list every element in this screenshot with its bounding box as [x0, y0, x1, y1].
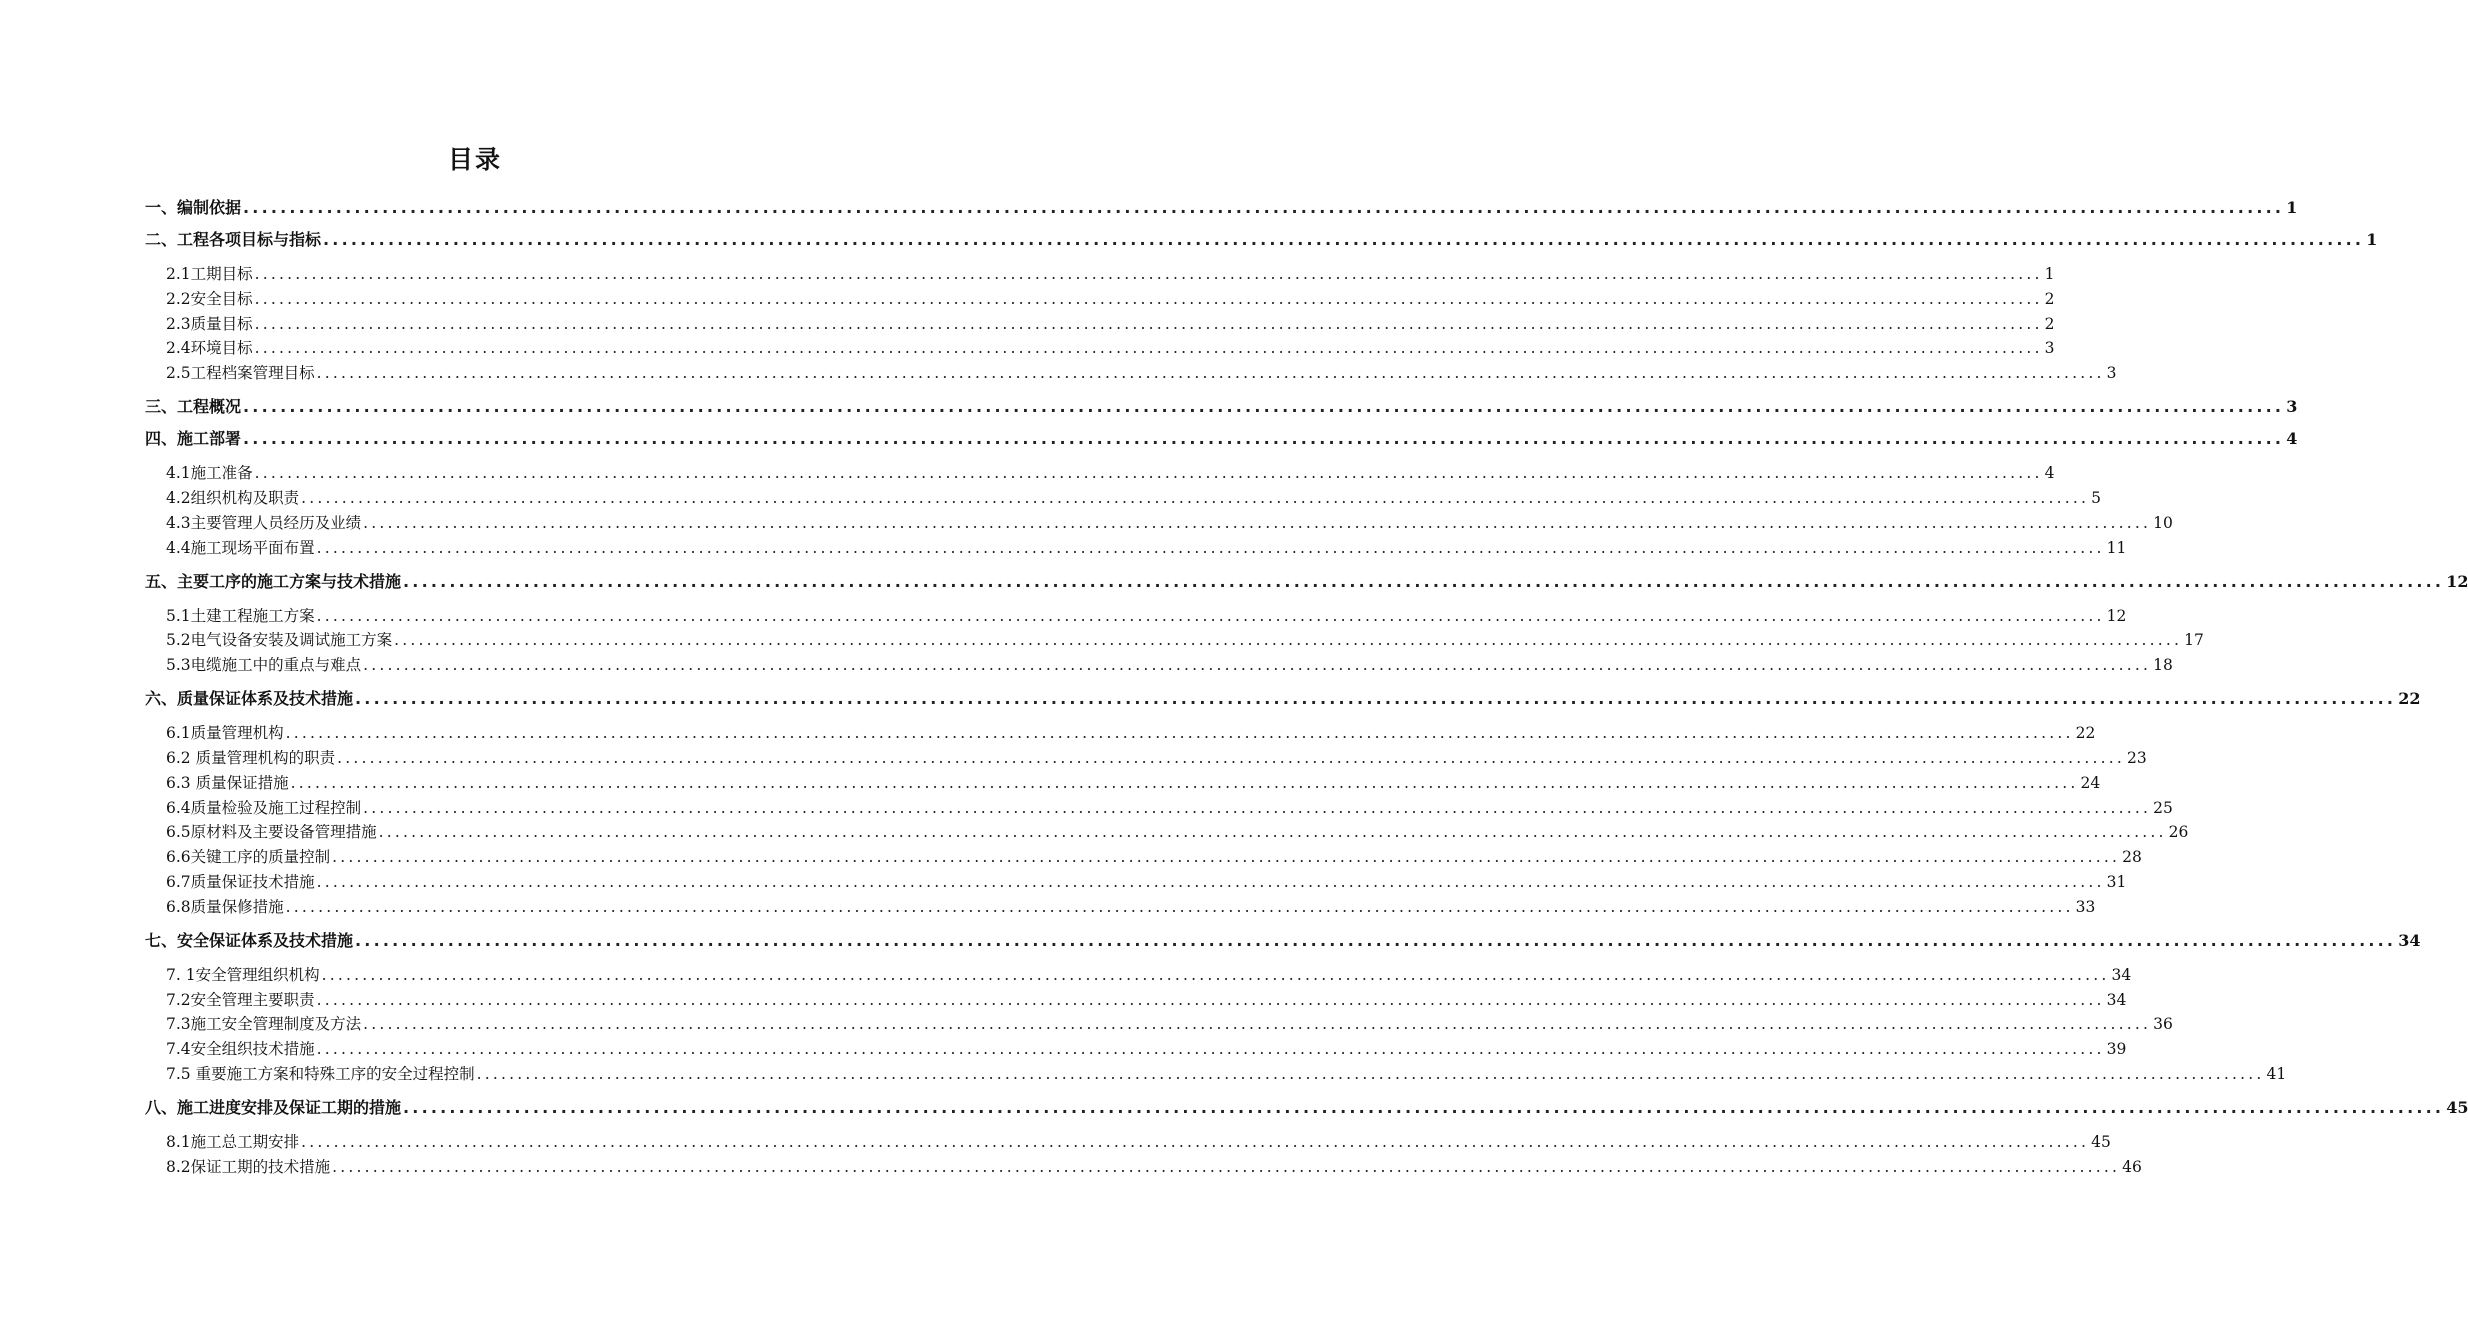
toc-dot-leader: ............................................................................................................................................................................................................................	[316, 606, 2105, 625]
toc-dot-leader: ............................................................................................................................................................................................................................	[254, 265, 2043, 283]
toc-entry-label: 2.3质量目标	[166, 314, 253, 333]
toc-entry-label: 二、工程各项目标与指标	[145, 230, 322, 249]
toc-page-number: 10	[2153, 513, 2173, 532]
toc-page-number: 3	[2106, 364, 2117, 383]
toc-page-number: 4	[2286, 429, 2298, 449]
toc-dot-leader: ............................................................................................................................................................................................................................	[316, 1040, 2105, 1059]
toc-page-number: 22	[2075, 724, 2096, 743]
toc-dot-leader: ............................................................................................................................................................................................................................	[355, 930, 2397, 950]
toc-entry-section[interactable]	[166, 1155, 2142, 1179]
toc-dot-leader: ............................................................................................................................................................................................................................	[332, 848, 2121, 867]
toc-entry-section[interactable]	[166, 1062, 2287, 1086]
toc-page-number: 2	[2044, 289, 2055, 308]
toc-entry-label: 5.2电气设备安装及调试施工方案	[166, 631, 393, 650]
toc-entry-section[interactable]	[166, 845, 2142, 869]
toc-dot-leader: ............................................................................................................................................................................................................................	[254, 464, 2043, 483]
toc-dot-leader: ............................................................................................................................................................................................................................	[243, 198, 2285, 217]
toc-dot-leader: ............................................................................................................................................................................................................................	[254, 339, 2043, 358]
toc-entry-chapter[interactable]	[145, 687, 2421, 711]
toc-entry-chapter[interactable]	[145, 427, 2298, 451]
toc-entry-section[interactable]	[166, 461, 2055, 485]
toc-dot-leader: ............................................................................................................................................................................................................................	[363, 513, 2152, 532]
toc-page-number: 26	[2168, 823, 2189, 842]
toc-page-number: 2	[2044, 314, 2055, 333]
toc-page-number: 1	[2366, 230, 2378, 249]
toc-entry-section[interactable]	[166, 963, 2132, 987]
toc-entry-label: 6.5原材料及主要设备管理措施	[166, 823, 377, 842]
toc-entry-label: 4.2组织机构及职责	[166, 489, 300, 507]
toc-entry-label: 4.4施工现场平面布置	[166, 538, 315, 557]
toc-page-number: 45	[2091, 1133, 2111, 1151]
toc-page-number: 3	[2286, 397, 2298, 417]
toc-dot-leader: ............................................................................................................................................................................................................................	[363, 1015, 2152, 1034]
toc-entry-label: 2.1工期目标	[166, 265, 253, 283]
toc-page-number: 12	[2106, 606, 2127, 625]
toc-entry-label: 4.3主要管理人员经历及业绩	[166, 513, 362, 532]
toc-dot-leader: ............................................................................................................................................................................................................................	[323, 230, 2365, 249]
toc-page-number: 1	[2286, 198, 2298, 217]
toc-entry-section[interactable]	[166, 796, 2173, 820]
toc-entry-chapter[interactable]	[145, 196, 2298, 220]
toc-entry-label: 7.4安全组织技术措施	[166, 1040, 315, 1059]
toc-entry-label: 2.4环境目标	[166, 339, 253, 358]
toc-entry-label: 七、安全保证体系及技术措施	[145, 930, 354, 950]
toc-page-number: 11	[2106, 538, 2127, 557]
toc-dot-leader: ............................................................................................................................................................................................................................	[316, 873, 2105, 891]
toc-entry-section[interactable]	[166, 988, 2127, 1012]
toc-entry-section[interactable]	[166, 721, 2096, 745]
toc-page-number: 22	[2398, 689, 2421, 709]
toc-entry-label: 8.1施工总工期安排	[166, 1133, 300, 1151]
toc-entry-label: 2.2安全目标	[166, 289, 253, 308]
toc-entry-label: 6.6关键工序的质量控制	[166, 848, 331, 867]
toc-dot-leader: ............................................................................................................................................................................................................................	[316, 990, 2105, 1009]
toc-entry-label: 4.1施工准备	[166, 464, 253, 483]
toc-entry-label: 三、工程概况	[145, 397, 242, 417]
toc-entry-label: 7. 1安全管理组织机构	[166, 965, 320, 984]
toc-entry-label: 5.3电缆施工中的重点与难点	[166, 656, 362, 675]
toc-dot-leader: ............................................................................................................................................................................................................................	[363, 656, 2152, 675]
toc-entry-label: 8.2保证工期的技术措施	[166, 1157, 331, 1176]
toc-entry-section[interactable]	[166, 511, 2173, 535]
toc-page-number: 36	[2153, 1015, 2173, 1034]
toc-entry-label: 6.7质量保证技术措施	[166, 873, 315, 891]
toc-page-number: 34	[2106, 990, 2127, 1009]
toc-entry-label: 五、主要工序的施工方案与技术措施	[145, 571, 402, 591]
toc-entry-section[interactable]	[166, 536, 2127, 560]
toc-entry-section[interactable]	[166, 746, 2147, 770]
toc-dot-leader: ............................................................................................................................................................................................................................	[321, 965, 2110, 984]
toc-page-number: 4	[2044, 464, 2055, 483]
toc-dot-leader: ............................................................................................................................................................................................................................	[316, 538, 2105, 557]
toc-entry-section[interactable]	[166, 1012, 2173, 1036]
toc-page-number: 34	[2111, 965, 2132, 984]
toc-entry-section[interactable]	[166, 895, 2096, 919]
toc-dot-leader: ............................................................................................................................................................................................................................	[403, 1098, 2445, 1117]
toc-dot-leader: ............................................................................................................................................................................................................................	[254, 289, 2043, 308]
toc-page-number: 33	[2075, 897, 2096, 916]
toc-page-number: 17	[2184, 631, 2204, 650]
toc-entry-label: 六、质量保证体系及技术措施	[145, 689, 354, 709]
toc-entry-label: 7.5 重要施工方案和特殊工序的安全过程控制	[166, 1065, 475, 1083]
toc-dot-leader: ............................................................................................................................................................................................................................	[301, 489, 2090, 507]
toc-entry-section[interactable]	[166, 604, 2127, 628]
toc-dot-leader: ............................................................................................................................................................................................................................	[243, 429, 2285, 449]
toc-dot-leader: ............................................................................................................................................................................................................................	[316, 364, 2105, 383]
toc-dot-leader: ............................................................................................................................................................................................................................	[476, 1065, 2265, 1083]
toc-dot-leader: ............................................................................................................................................................................................................................	[254, 314, 2043, 333]
toc-page-number: 31	[2106, 873, 2127, 891]
toc-dot-leader: ............................................................................................................................................................................................................................	[337, 749, 2126, 767]
toc-entry-section[interactable]	[166, 771, 2101, 795]
toc-entry-label: 7.2安全管理主要职责	[166, 990, 315, 1009]
toc-entry-section[interactable]	[166, 312, 2055, 336]
toc-dot-leader: ............................................................................................................................................................................................................................	[355, 689, 2397, 709]
toc-dot-leader: ............................................................................................................................................................................................................................	[363, 798, 2152, 817]
toc-page-number: 18	[2153, 656, 2173, 675]
toc-entry-chapter[interactable]	[145, 228, 2378, 252]
toc-entry-section[interactable]	[166, 287, 2055, 311]
toc-entry-label: 6.3 质量保证措施	[166, 773, 289, 792]
toc-page-number: 23	[2127, 749, 2147, 767]
toc-entry-chapter[interactable]	[145, 929, 2421, 953]
toc-page-number: 41	[2266, 1065, 2287, 1083]
toc-page-number: 1	[2044, 265, 2055, 283]
toc-page-number: 25	[2153, 798, 2173, 817]
toc-entry-label: 四、施工部署	[145, 429, 242, 449]
toc-entry-label: 6.1质量管理机构	[166, 724, 284, 743]
toc-entry-section[interactable]	[166, 653, 2173, 677]
toc-entry-section[interactable]	[166, 820, 2189, 844]
toc-dot-leader: ............................................................................................................................................................................................................................	[378, 823, 2167, 842]
toc-page-number: 3	[2044, 339, 2055, 358]
toc-entry-label: 一、编制依据	[145, 198, 242, 217]
toc-page-number: 39	[2106, 1040, 2127, 1059]
toc-page-number: 46	[2122, 1157, 2142, 1176]
toc-page-number: 34	[2398, 930, 2421, 950]
toc-page-number: 45	[2446, 1098, 2468, 1117]
toc-dot-leader: ............................................................................................................................................................................................................................	[243, 397, 2285, 417]
toc-dot-leader: ............................................................................................................................................................................................................................	[394, 631, 2183, 650]
toc-dot-leader: ............................................................................................................................................................................................................................	[332, 1157, 2121, 1176]
toc-dot-leader: ............................................................................................................................................................................................................................	[285, 897, 2074, 916]
toc-dot-leader: ............................................................................................................................................................................................................................	[285, 724, 2074, 743]
toc-page-number: 5	[2091, 489, 2101, 507]
toc-entry-section[interactable]	[166, 486, 2101, 510]
toc-page-number: 24	[2080, 773, 2101, 792]
toc-entry-chapter[interactable]	[145, 1096, 2468, 1120]
toc-entry-chapter[interactable]	[145, 570, 2468, 594]
toc-dot-leader: ............................................................................................................................................................................................................................	[290, 773, 2079, 792]
toc-entry-section[interactable]	[166, 361, 2117, 385]
toc-entry-chapter[interactable]	[145, 395, 2298, 419]
toc-entry-label: 6.2 质量管理机构的职责	[166, 749, 336, 767]
toc-page-number: 28	[2122, 848, 2142, 867]
toc-entry-section[interactable]	[166, 1130, 2111, 1154]
toc-entry-label: 7.3施工安全管理制度及方法	[166, 1015, 362, 1034]
toc-entry-label: 2.5工程档案管理目标	[166, 364, 315, 383]
toc-entry-label: 6.8质量保修措施	[166, 897, 284, 916]
toc-entry-section[interactable]	[166, 1037, 2127, 1061]
toc-title: 目录	[447, 145, 502, 174]
toc-entry-section[interactable]	[166, 628, 2204, 652]
toc-entry-section[interactable]	[166, 870, 2127, 894]
toc-entry-label: 八、施工进度安排及保证工期的措施	[145, 1098, 402, 1117]
toc-dot-leader: ............................................................................................................................................................................................................................	[301, 1133, 2090, 1151]
toc-entry-section[interactable]	[166, 262, 2055, 286]
toc-entry-section[interactable]	[166, 336, 2055, 360]
toc-dot-leader: ............................................................................................................................................................................................................................	[403, 571, 2445, 591]
toc-entry-label: 6.4质量检验及施工过程控制	[166, 798, 362, 817]
toc-entry-label: 5.1土建工程施工方案	[166, 606, 315, 625]
toc-page-number: 12	[2446, 571, 2468, 591]
